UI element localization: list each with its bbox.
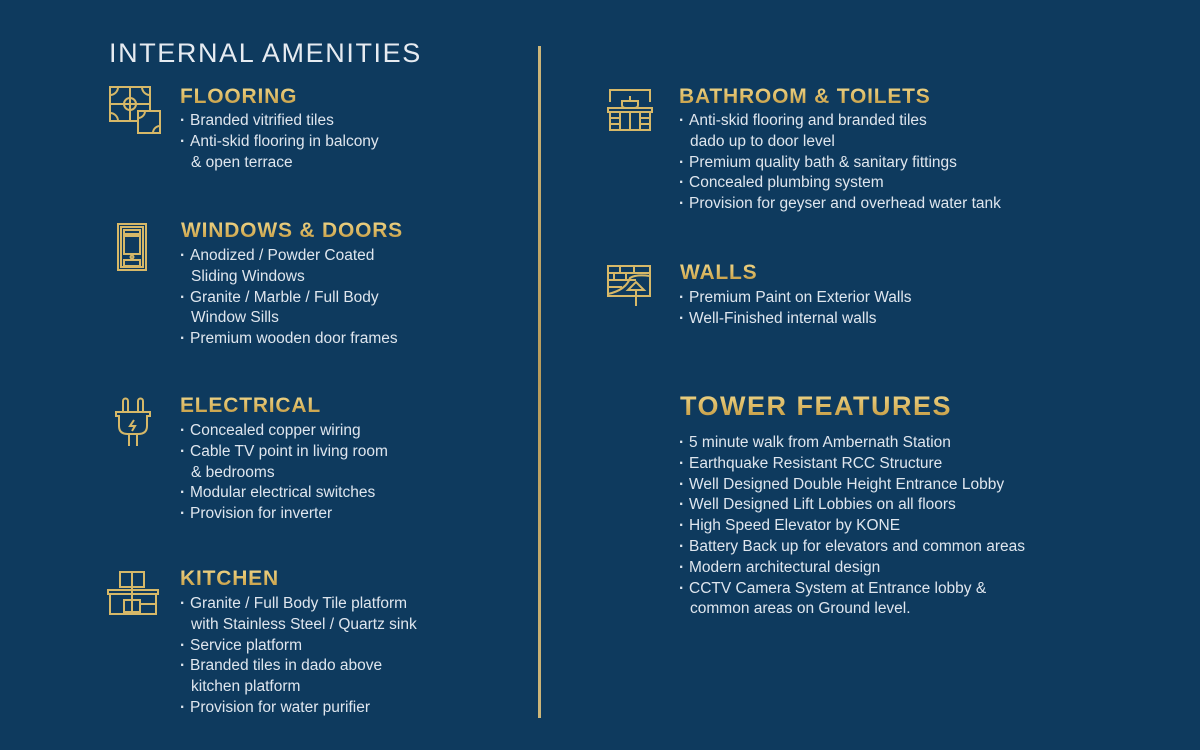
list-item: · Provision for inverter bbox=[180, 504, 388, 525]
list-item: · Provision for geyser and overhead water tank bbox=[679, 194, 1001, 215]
column-divider bbox=[538, 46, 541, 718]
list-item: · Earthquake Resistant RCC Structure bbox=[679, 454, 1025, 475]
list-item: · Anodized / Powder Coated bbox=[180, 246, 398, 267]
list-item: · Modern architectural design bbox=[679, 558, 1025, 579]
list-item: · Premium wooden door frames bbox=[180, 329, 398, 350]
list-item: · Well Designed Double Height Entrance Lobby bbox=[679, 475, 1025, 496]
electrical-heading: ELECTRICAL bbox=[180, 394, 321, 417]
tower-features-heading: TOWER FEATURES bbox=[680, 391, 953, 421]
electrical-list bbox=[180, 421, 388, 525]
list-item: · Concealed copper wiring bbox=[180, 421, 388, 442]
list-item: · CCTV Camera System at Entrance lobby & bbox=[679, 579, 1025, 600]
list-item: · Provision for water purifier bbox=[180, 698, 417, 719]
door-icon bbox=[116, 222, 148, 272]
list-item-continuation: Sliding Windows bbox=[191, 267, 305, 285]
list-item: · Cable TV point in living room bbox=[180, 442, 388, 463]
windows-doors-list bbox=[180, 246, 398, 350]
bathroom-heading: BATHROOM & TOILETS bbox=[679, 85, 931, 108]
brick-wall-paint-icon bbox=[606, 264, 652, 308]
bathroom-vanity-icon bbox=[606, 88, 654, 132]
walls-list bbox=[679, 288, 912, 330]
list-item: · Concealed plumbing system bbox=[679, 173, 1001, 194]
bathroom-list bbox=[679, 111, 1001, 215]
list-item: · 5 minute walk from Ambernath Station bbox=[679, 433, 1025, 454]
list-item: · Well-Finished internal walls bbox=[679, 309, 912, 330]
floor-tiles-icon bbox=[108, 85, 162, 135]
page-title: INTERNAL AMENITIES bbox=[109, 38, 422, 68]
list-item: · Service platform bbox=[180, 636, 417, 657]
list-item: · Modular electrical switches bbox=[180, 483, 388, 504]
list-item: · Well Designed Lift Lobbies on all floors bbox=[679, 495, 1025, 516]
list-item: · Anti-skid flooring in balcony bbox=[180, 132, 379, 153]
list-item: · Premium quality bath & sanitary fittings bbox=[679, 153, 1001, 174]
list-item: · Premium Paint on Exterior Walls bbox=[679, 288, 912, 309]
list-item-continuation: & open terrace bbox=[191, 153, 293, 171]
list-item-continuation: Window Sills bbox=[191, 309, 279, 327]
list-item: · Branded tiles in dado above bbox=[180, 656, 417, 677]
list-item: · Branded vitrified tiles bbox=[180, 111, 379, 132]
list-item: · Battery Back up for elevators and common areas bbox=[679, 537, 1025, 558]
list-item: · Granite / Marble / Full Body bbox=[180, 288, 398, 309]
tower-features-list bbox=[679, 433, 1025, 620]
list-item-continuation: & bedrooms bbox=[191, 463, 275, 481]
windows-doors-heading: WINDOWS & DOORS bbox=[181, 219, 403, 242]
electric-plug-icon bbox=[114, 396, 152, 448]
list-item-continuation: dado up to door level bbox=[690, 132, 835, 150]
kitchen-counter-icon bbox=[106, 570, 160, 616]
flooring-heading: FLOORING bbox=[180, 85, 298, 108]
kitchen-list bbox=[180, 594, 417, 719]
flooring-list bbox=[180, 111, 379, 173]
list-item-continuation: common areas on Ground level. bbox=[690, 600, 911, 618]
list-item: · Anti-skid flooring and branded tiles bbox=[679, 111, 1001, 132]
list-item: · High Speed Elevator by KONE bbox=[679, 516, 1025, 537]
list-item: · Granite / Full Body Tile platform bbox=[180, 594, 417, 615]
list-item-continuation: kitchen platform bbox=[191, 678, 301, 696]
walls-heading: WALLS bbox=[680, 261, 758, 284]
list-item-continuation: with Stainless Steel / Quartz sink bbox=[191, 615, 417, 633]
kitchen-heading: KITCHEN bbox=[180, 567, 279, 590]
